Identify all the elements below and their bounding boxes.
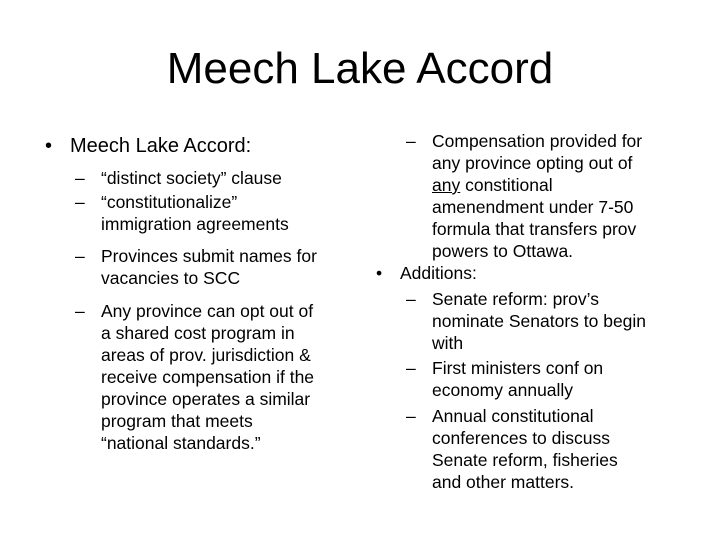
right-heading-bullet xyxy=(376,262,676,284)
dash-icon: – xyxy=(75,246,85,266)
line-rest: constitional xyxy=(460,175,553,195)
dash-icon: – xyxy=(75,301,85,321)
left-item-4-line: Any province can opt out of xyxy=(101,301,314,321)
left-item-2-line: “constitutionalize” xyxy=(101,192,238,212)
right-item-2-line: First ministers conf on xyxy=(432,358,604,378)
left-item-3-line: Provinces submit names for xyxy=(101,246,317,266)
right-item-2-line: economy annually xyxy=(432,380,574,400)
left-item-4-line: receive compensation if the xyxy=(101,367,315,387)
left-item-3-line: vacancies to SCC xyxy=(101,268,241,288)
left-heading-bullet xyxy=(45,134,345,158)
right-item-1-line: Senate reform: prov’s xyxy=(432,289,599,309)
left-item-4-line: areas of prov. jurisdiction & xyxy=(101,345,311,365)
right-continued-line: powers to Ottawa. xyxy=(432,241,574,261)
dash-icon: – xyxy=(406,289,416,309)
right-continued-line: Compensation provided for xyxy=(432,131,643,151)
left-item-4-line: province operates a similar xyxy=(101,389,311,409)
right-item-3-line: conferences to discuss xyxy=(432,428,611,448)
right-item-3-line: Senate reform, fisheries xyxy=(432,450,618,470)
dash-icon: – xyxy=(406,406,416,426)
left-item-4-line: a shared cost program in xyxy=(101,323,295,343)
bullet-icon: • xyxy=(45,135,53,157)
dash-icon: – xyxy=(75,168,85,188)
right-item-3-line: and other matters. xyxy=(432,472,575,492)
dash-icon: – xyxy=(75,192,85,212)
left-item-4-line: “national standards.” xyxy=(101,433,261,453)
right-continued-line: formula that transfers prov xyxy=(432,219,637,239)
right-item-1-line: nominate Senators to begin xyxy=(432,311,647,331)
right-item-1-line: with xyxy=(432,333,464,353)
right-continued-line xyxy=(432,174,642,196)
left-item-1-line: “distinct society” clause xyxy=(101,168,282,188)
right-item-3-line: Annual constitutional xyxy=(432,406,594,426)
right-heading: Additions: xyxy=(400,263,477,283)
underlined-word: any xyxy=(432,175,461,195)
bullet-icon: • xyxy=(376,263,383,283)
slide-title: Meech Lake Accord xyxy=(166,44,554,93)
dash-icon: – xyxy=(406,358,416,378)
left-heading: Meech Lake Accord: xyxy=(70,135,252,157)
dash-icon: – xyxy=(406,131,416,151)
left-item-2-line: immigration agreements xyxy=(101,214,289,234)
right-continued-line: any province opting out of xyxy=(432,153,633,173)
right-continued-line: amenendment under 7-50 xyxy=(432,197,634,217)
left-item-4-line: program that meets xyxy=(101,411,253,431)
